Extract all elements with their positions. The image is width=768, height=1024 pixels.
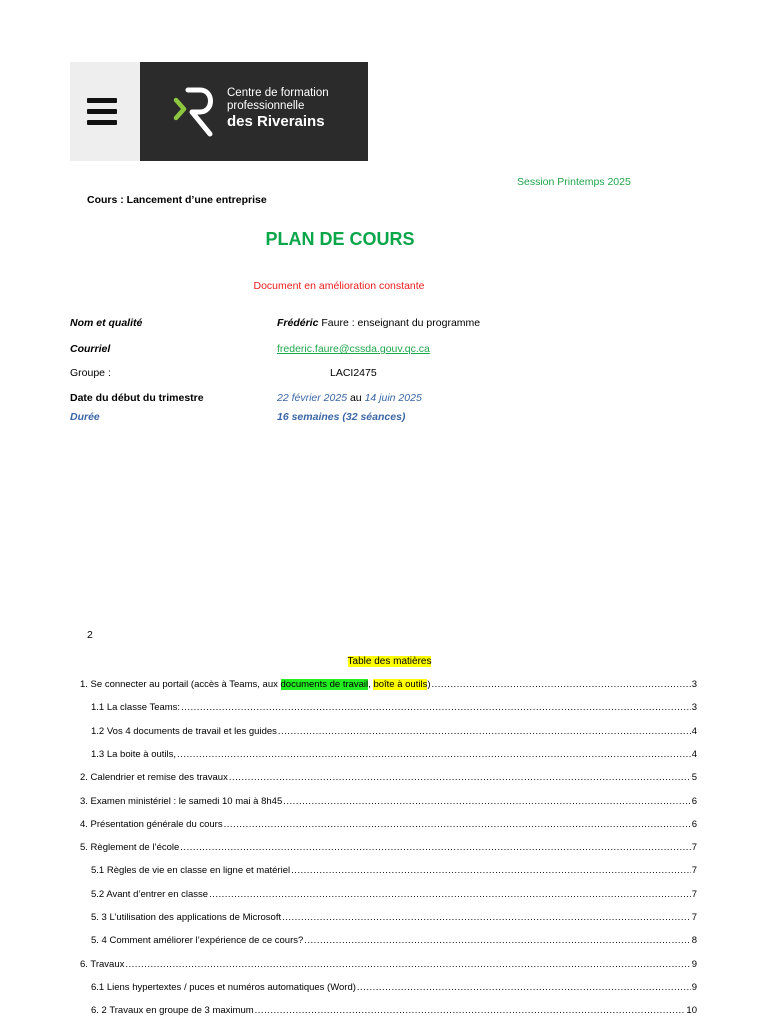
email-label: Courriel: [70, 343, 111, 355]
toc-entry[interactable]: [91, 865, 697, 879]
toc-entry-text: 6. 2 Travaux en groupe de 3 maximum: [91, 1005, 254, 1016]
toc-page-number: 3: [691, 702, 697, 713]
document-title: PLAN DE COURS: [265, 229, 415, 249]
course-title: Cours : Lancement d’une entreprise: [87, 194, 267, 206]
toc-entry-text: 2. Calendrier et remise des travaux: [80, 772, 228, 783]
toc-page-number: 6: [691, 819, 697, 830]
toc-entry-text: 1.2 Vos 4 documents de travail et les guides: [91, 726, 277, 737]
toc-page-number: 3: [691, 679, 697, 690]
toc-highlight: boîte à outils: [373, 679, 428, 690]
duration-value: 16 semaines (32 séances): [277, 411, 406, 423]
toc-leader: [125, 959, 690, 970]
menu-button[interactable]: [70, 62, 140, 161]
toc-leader: [177, 749, 691, 760]
toc-entry[interactable]: [80, 819, 697, 833]
document-subtitle: Document en amélioration constante: [253, 280, 425, 292]
toc-leader: [291, 865, 691, 876]
toc-leader: [209, 889, 691, 900]
toc-leader: [181, 702, 691, 713]
toc-leader: [282, 912, 691, 923]
toc-page-number: 10: [686, 1005, 697, 1016]
toc-entry[interactable]: [91, 935, 697, 949]
logo-line: Centre de formation: [227, 87, 329, 99]
hamburger-icon-bar: [87, 120, 117, 125]
toc-leader: [229, 772, 691, 783]
toc-entry-text: 1.3 La boite à outils,: [91, 749, 177, 760]
toc-leader: [304, 935, 690, 946]
toc-entry-text: 3. Examen ministériel : le samedi 10 mai à 8h45: [80, 796, 283, 807]
toc-entry-text: 1.1 La classe Teams:: [91, 702, 181, 713]
toc-entry-text: 5. 4 Comment améliorer l’expérience de ce cours?: [91, 935, 304, 946]
toc-page-number: 9: [691, 982, 697, 993]
email-link[interactable]: frederic.faure@cssda.gouv.qc.ca: [277, 343, 430, 355]
end-date: 14 juin 2025: [364, 392, 422, 404]
start-date: 22 février 2025: [277, 392, 348, 404]
toc-page-number: 7: [691, 865, 697, 876]
toc-entry[interactable]: [80, 679, 697, 693]
toc-entry[interactable]: [80, 842, 697, 856]
logo-name: des Riverains: [227, 113, 325, 130]
toc-page-number: 8: [691, 935, 697, 946]
toc-page-number: 4: [691, 749, 697, 760]
toc-entry[interactable]: [91, 749, 697, 763]
toc-entry[interactable]: [80, 959, 697, 973]
name-first: Frédéric: [277, 317, 319, 329]
toc-entry-text: 5.2 Avant d’entrer en classe: [91, 889, 209, 900]
toc-page-number: 7: [691, 842, 697, 853]
toc-leader: [180, 842, 690, 853]
toc-leader: [278, 726, 691, 737]
toc-entry[interactable]: [91, 982, 697, 996]
toc-page-number: 9: [691, 959, 697, 970]
toc-leader: [255, 1005, 686, 1016]
toc-leader: [224, 819, 691, 830]
toc-entry-text: 6. Travaux: [80, 959, 125, 970]
toc-entry[interactable]: [91, 889, 697, 903]
toc-entry[interactable]: [80, 772, 697, 786]
logo-text: [227, 87, 329, 131]
toc-leader: [283, 796, 690, 807]
name-rest: Faure : enseignant du programme: [318, 317, 481, 329]
toc-title: [0, 656, 768, 667]
page-number: 2: [87, 629, 93, 641]
duration-label: Durée: [70, 411, 100, 423]
hamburger-icon-bar: [87, 98, 117, 103]
toc-entry-text: 5.1 Règles de vie en classe en ligne et matériel: [91, 865, 291, 876]
toc-page-number: 7: [691, 889, 697, 900]
hamburger-icon-bar: [87, 109, 117, 114]
group-value: LACI2475: [330, 367, 377, 379]
toc-entry-text: 5. 3 L’utilisation des applications de Microsoft: [91, 912, 282, 923]
toc-highlight: documents de travail: [280, 679, 369, 690]
date-range: [277, 392, 422, 404]
toc-page-number: 7: [691, 912, 697, 923]
toc-entry-text: 4. Présentation générale du cours: [80, 819, 223, 830]
toc-entry-text: 5. Règlement de l’école: [80, 842, 180, 853]
toc-entry[interactable]: [80, 796, 697, 810]
toc-entry[interactable]: [91, 726, 697, 740]
school-logo: [140, 62, 368, 161]
logo-line: professionnelle: [227, 100, 305, 112]
toc-page-number: 4: [691, 726, 697, 737]
toc-entry[interactable]: [91, 1005, 697, 1019]
toc-entry-text: 6.1 Liens hypertextes / puces et numéros automatiques (Word): [91, 982, 356, 993]
toc-entry-text: [80, 679, 431, 690]
toc-page-number: 6: [691, 796, 697, 807]
toc-leader: [432, 679, 691, 690]
name-label: Nom et qualité: [70, 317, 143, 329]
toc-entry[interactable]: [91, 912, 697, 926]
toc-page-number: 5: [691, 772, 697, 783]
toc-separator: ,: [368, 679, 374, 690]
toc-leader: [357, 982, 691, 993]
toc-title-text: Table des matières: [347, 656, 432, 667]
logo-mark-icon: [170, 84, 222, 138]
toc-entry[interactable]: [91, 702, 697, 716]
session-label: Session Printemps 2025: [517, 176, 631, 188]
toc-entry-prefix: 1. Se connecter au portail (accès à Teams, aux: [80, 679, 281, 690]
group-label: Groupe :: [70, 367, 111, 379]
name-value: [277, 317, 480, 329]
start-date-label: Date du début du trimestre: [70, 392, 204, 404]
toc-entry-suffix: ): [427, 679, 431, 690]
date-separator: au: [347, 392, 365, 404]
